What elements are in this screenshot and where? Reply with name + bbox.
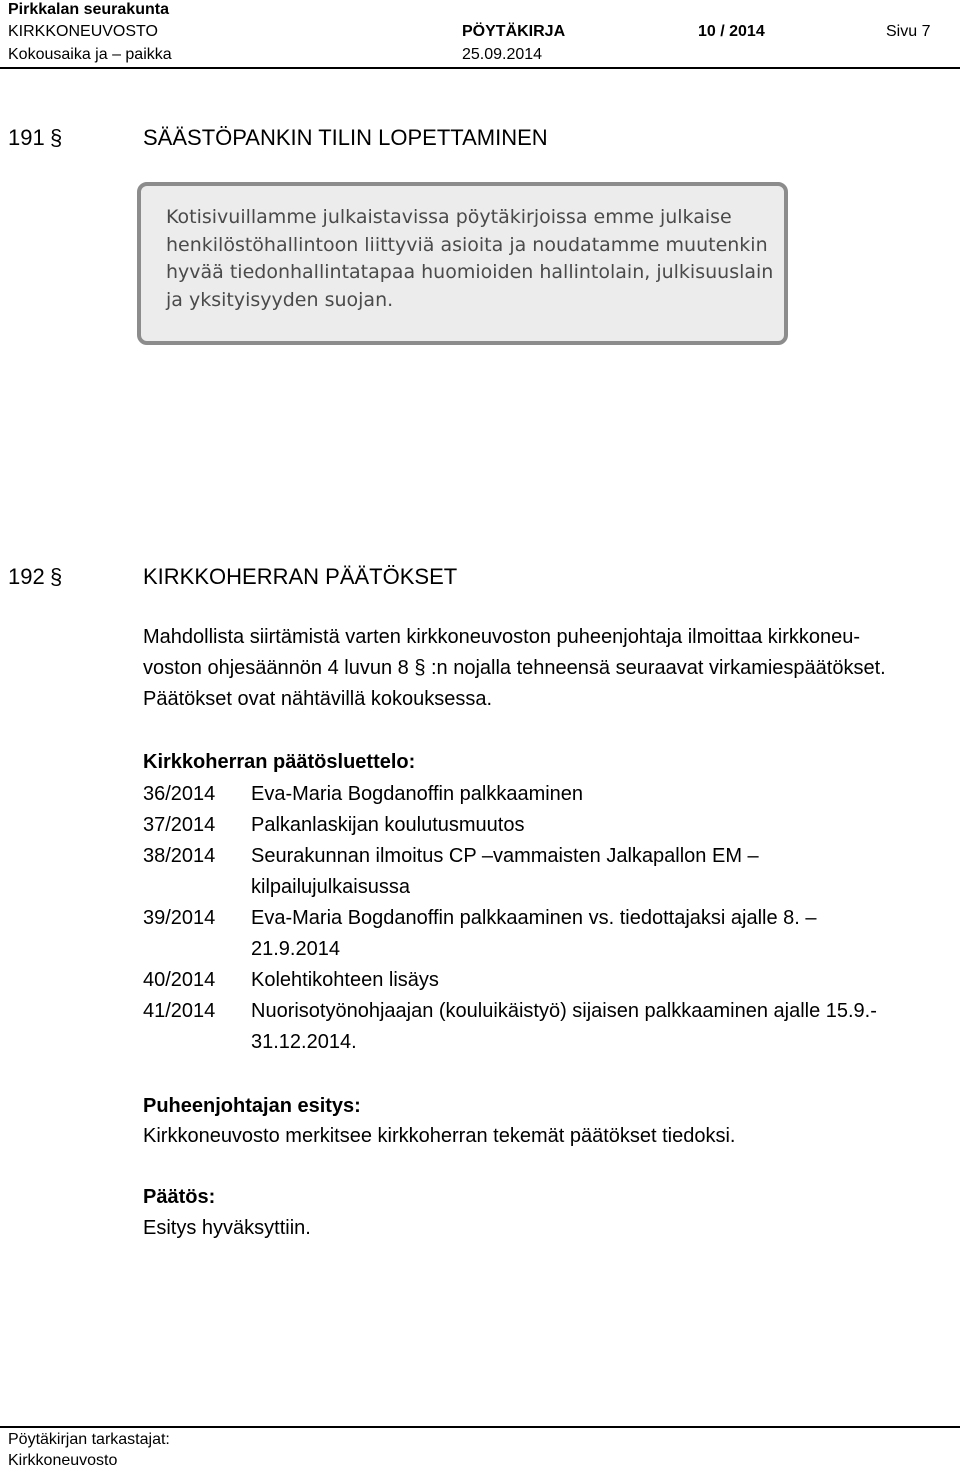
time-place-label: Kokousaika ja – paikka (8, 46, 172, 63)
organization-name: Pirkkalan seurakunta (8, 1, 169, 18)
privacy-notice-box (137, 182, 788, 345)
decision-text-continued: 31.12.2014. (251, 1031, 357, 1053)
section-number: 191 (8, 125, 45, 150)
footer-divider (0, 1426, 960, 1428)
section-symbol: § (50, 125, 63, 150)
document-type: PÖYTÄKIRJA (462, 23, 566, 40)
decision-number: 38/2014 (143, 845, 216, 867)
decision-number: 41/2014 (143, 1000, 216, 1022)
decision-number: 36/2014 (143, 783, 216, 805)
document-number: 10 / 2014 (698, 23, 765, 40)
decision-text-continued: 21.9.2014 (251, 938, 340, 960)
decision-number: 40/2014 (143, 969, 216, 991)
section-title: KIRKKOHERRAN PÄÄTÖKSET (143, 564, 458, 589)
decision-text: Eva-Maria Bogdanoffin palkkaaminen (251, 783, 584, 805)
proposal-heading: Puheenjohtajan esitys: (143, 1095, 361, 1117)
decision-text: Seurakunnan ilmoitus CP –vammaisten Jalkapallon EM – (251, 845, 759, 867)
section-number: 192 (8, 564, 45, 589)
decision-text: Eva-Maria Bogdanoffin palkkaaminen vs. tiedottajaksi ajalle 8. – (251, 907, 817, 929)
decision-result: Esitys hyväksyttiin. (143, 1217, 311, 1239)
proposal-text: Kirkkoneuvosto merkitsee kirkkoherran tekemät päätökset tiedoksi. (143, 1125, 736, 1147)
page-number: Sivu 7 (886, 23, 931, 40)
intro-line: Päätökset ovat nähtävillä kokouksessa. (143, 688, 493, 710)
decision-list-heading: Kirkkoherran päätösluettelo: (143, 751, 416, 773)
header-divider (0, 67, 960, 69)
decision-text: Palkanlaskijan koulutusmuutos (251, 814, 525, 836)
reviewers-label: Pöytäkirjan tarkastajat: (8, 1431, 170, 1448)
meeting-date: 25.09.2014 (462, 46, 543, 63)
decision-text-continued: kilpailujulkaisussa (251, 876, 410, 898)
intro-line: voston ohjesäännön 4 luvun 8 § :n nojalla tehneensä seuraavat virkamiespäätökset. (143, 657, 886, 679)
intro-line: Mahdollista siirtämistä varten kirkkoneuvoston puheenjohtaja ilmoittaa kirkkoneu- (143, 626, 861, 648)
decision-number: 37/2014 (143, 814, 216, 836)
body-name: KIRKKONEUVOSTO (8, 23, 158, 40)
privacy-notice-text: Kotisivuillamme julkaistavissa pöytäkirjoissa emme julkaise henkilöstöhallintoon liittyviä asioita ja noudatamme muutenkin hyvää tiedonhallintatapaa huomioiden hallintolain, julkisuuslain ja yksityisyyden suojan. (166, 206, 774, 311)
decision-heading: Päätös: (143, 1186, 216, 1208)
decision-text: Nuorisotyönohjaajan (kouluikäistyö) sijaisen palkkaaminen ajalle 15.9.- (251, 1000, 877, 1022)
decision-number: 39/2014 (143, 907, 216, 929)
section-title: SÄÄSTÖPANKIN TILIN LOPETTAMINEN (143, 125, 548, 150)
footer-body-name: Kirkkoneuvosto (8, 1452, 118, 1469)
decision-text: Kolehtikohteen lisäys (251, 969, 439, 991)
section-symbol: § (50, 564, 63, 589)
